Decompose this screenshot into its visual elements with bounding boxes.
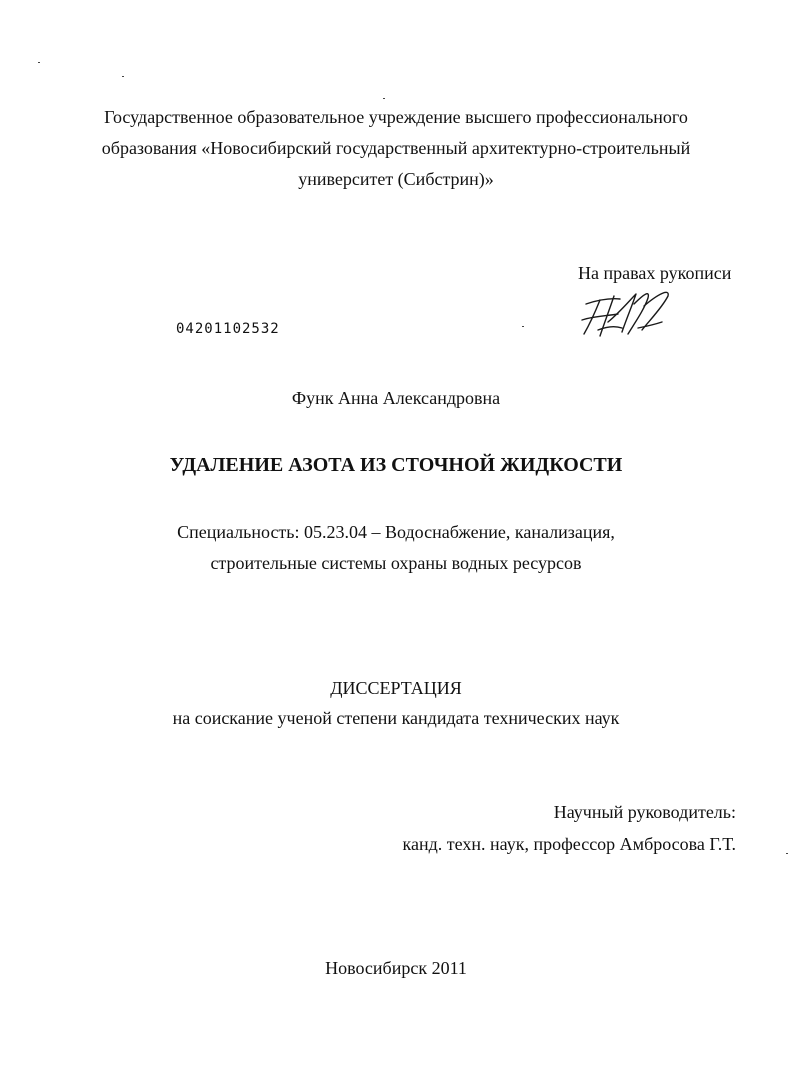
document-type: ДИССЕРТАЦИЯ bbox=[330, 678, 462, 698]
scan-speck bbox=[122, 76, 124, 77]
signature bbox=[578, 286, 688, 348]
institution-line-3: университет (Сибстрин)» bbox=[298, 169, 494, 189]
scan-speck bbox=[38, 62, 40, 63]
inventory-number: 04201102532 bbox=[176, 321, 280, 337]
specialty-line-2: строительные системы охраны водных ресурсов bbox=[210, 553, 582, 573]
scan-speck bbox=[522, 326, 524, 327]
supervisor-label: Научный руководитель: bbox=[553, 802, 736, 822]
scan-speck bbox=[786, 853, 788, 854]
degree-line: на соискание ученой степени кандидата технических наук bbox=[172, 708, 620, 728]
scan-speck bbox=[383, 98, 385, 99]
specialty-line-1: Специальность: 05.23.04 – Водоснабжение, канализация, bbox=[177, 522, 615, 542]
city-year: Новосибирск 2011 bbox=[325, 958, 467, 978]
supervisor-name: канд. техн. наук, профессор Амбросова Г.Т. bbox=[402, 834, 736, 854]
author-name: Функ Анна Александровна bbox=[291, 388, 501, 408]
manuscript-note: На правах рукописи bbox=[578, 263, 732, 283]
dissertation-title: УДАЛЕНИЕ АЗОТА ИЗ СТОЧНОЙ ЖИДКОСТИ bbox=[169, 454, 623, 476]
institution-line-2: образования «Новосибирский государственный архитектурно-строительный bbox=[101, 138, 691, 158]
institution-line-1: Государственное образовательное учреждение высшего профессионального bbox=[104, 107, 688, 127]
